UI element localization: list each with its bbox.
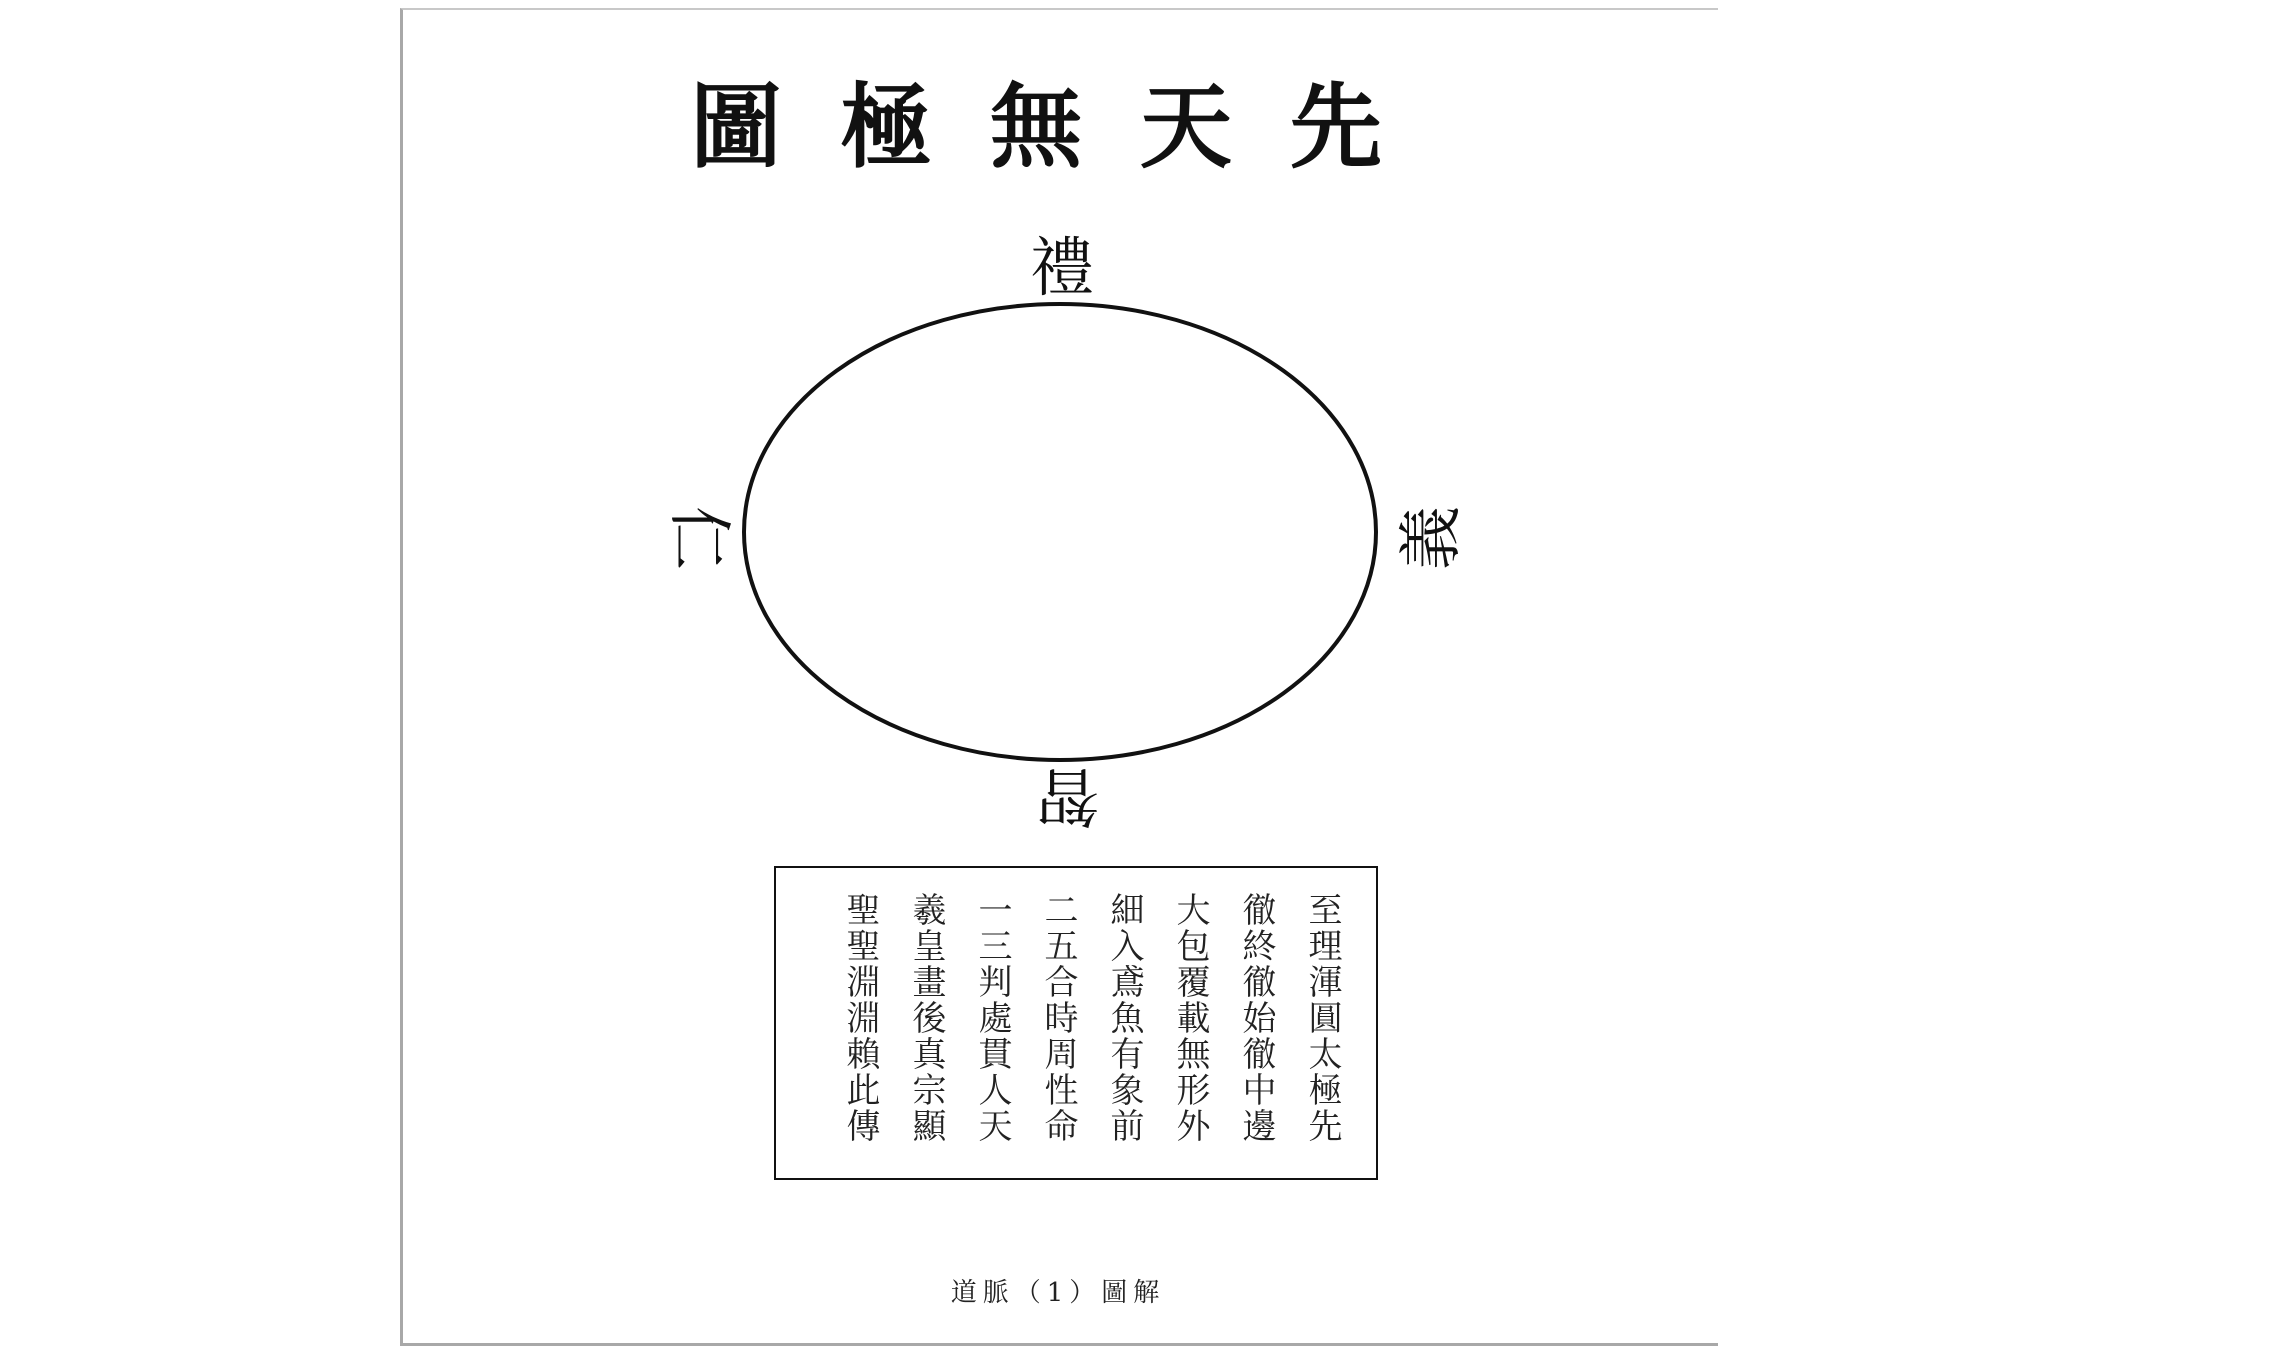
poem-line: 細入鳶魚有象前 (1104, 892, 1144, 1144)
poem-lines (842, 892, 1340, 1144)
poem-line: 聖聖淵淵賴此傳 (840, 892, 880, 1144)
poem-line: 二五合時周性命 (1038, 892, 1078, 1144)
poem-line: 大包覆載無形外 (1170, 892, 1210, 1144)
wuji-circle (740, 300, 1380, 765)
poem-box (774, 866, 1378, 1180)
virtue-label-yi: 義 (1395, 506, 1469, 570)
virtue-label-ren: 仁 (661, 506, 735, 570)
poem-line: 徹終徹始徹中邊 (1236, 892, 1276, 1144)
virtue-label-zhi: 智 (1036, 758, 1100, 832)
poem-line: 羲皇畫後真宗顯 (906, 892, 946, 1144)
poem-line: 至理渾圓太極先 (1302, 892, 1342, 1144)
poem-line: 一三判處貫人天 (972, 892, 1012, 1144)
page-title: 先天無極圖 (689, 73, 1440, 181)
page-footer: 道脈（1）圖解 (950, 1278, 1166, 1308)
virtue-label-li: 禮 (1030, 232, 1094, 306)
